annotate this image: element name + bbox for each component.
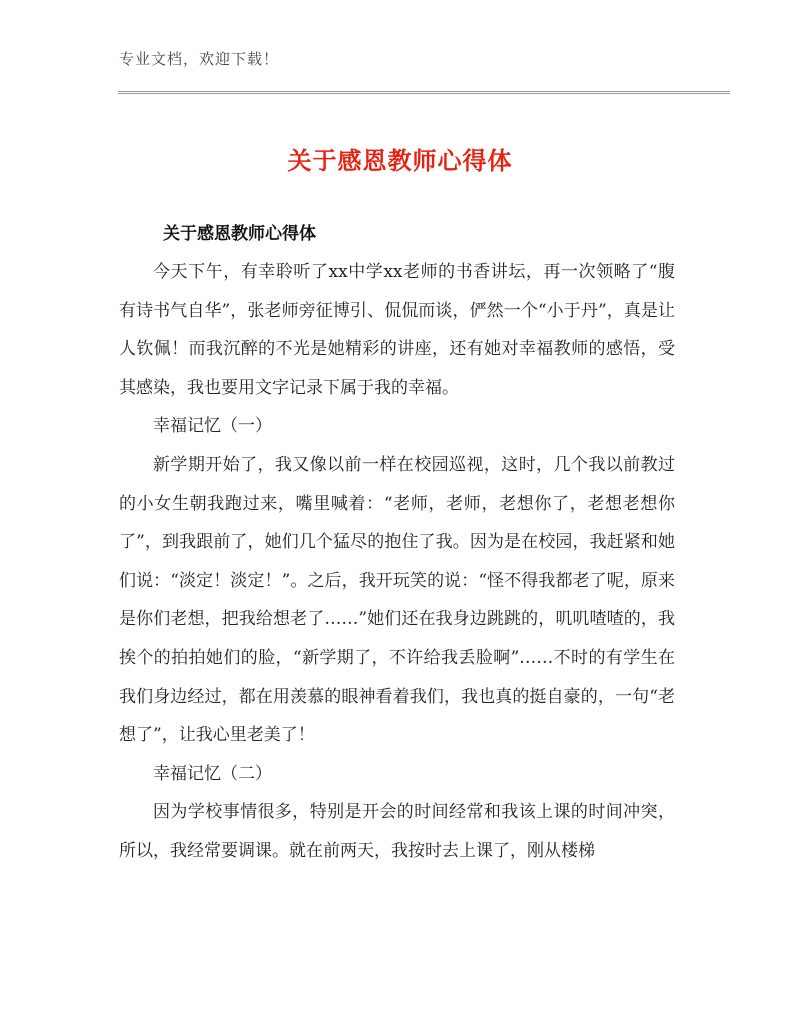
header-divider (118, 91, 730, 94)
document-title: 关于感恩教师心得体 (287, 147, 513, 175)
document-body (119, 253, 675, 871)
paragraph-memory-2: 因为学校事情很多，特别是开会的时间经常和我该上课的时间冲突，所以，我经常要调课。就在前两天，我按时去上课了，刚从楼梯 (119, 802, 675, 861)
paragraph-intro: 今天下午，有幸聆听了xx中学xx老师的书香讲坛，再一次领略了“腹有诗书气自华”，张老师旁征博引、侃侃而谈，俨然一个“小于丹”，真是让人钦佩！而我沉醉的不光是她精彩的讲座，还有她对幸福教师的感悟，受其感染，我也要用文字记录下属于我的幸福。 (119, 262, 675, 398)
paragraph-memory-1: 新学期开始了，我又像以前一样在校园巡视，这时，几个我以前教过的小女生朝我跑过来，嘴里喊着：“老师，老师，老想你了，老想老想你了”，到我跟前了，她们几个猛尽的抱住了我。因为是在校园，我赶紧和她们说：“淡定！淡定！”。之后，我开玩笑的说：“怪不得我都老了呢，原来是你们老想，把我给想老了……”她们还在我身边跳跳的，叽叽喳喳的，我挨个的拍拍她们的脸，“新学期了，不许给我丢脸啊”……不时的有学生在我们身边经过，都在用羡慕的眼神看着我们，我也真的挺自豪的，一句“老想了”，让我心里老美了！ (119, 454, 675, 746)
header-note: 专业文档，欢迎下载！ (119, 50, 280, 68)
section-heading-memory-1: 幸福记忆（一） (153, 416, 272, 437)
document-subtitle: 关于感恩教师心得体 (163, 224, 316, 244)
section-heading-memory-2: 幸福记忆（二） (153, 763, 272, 784)
